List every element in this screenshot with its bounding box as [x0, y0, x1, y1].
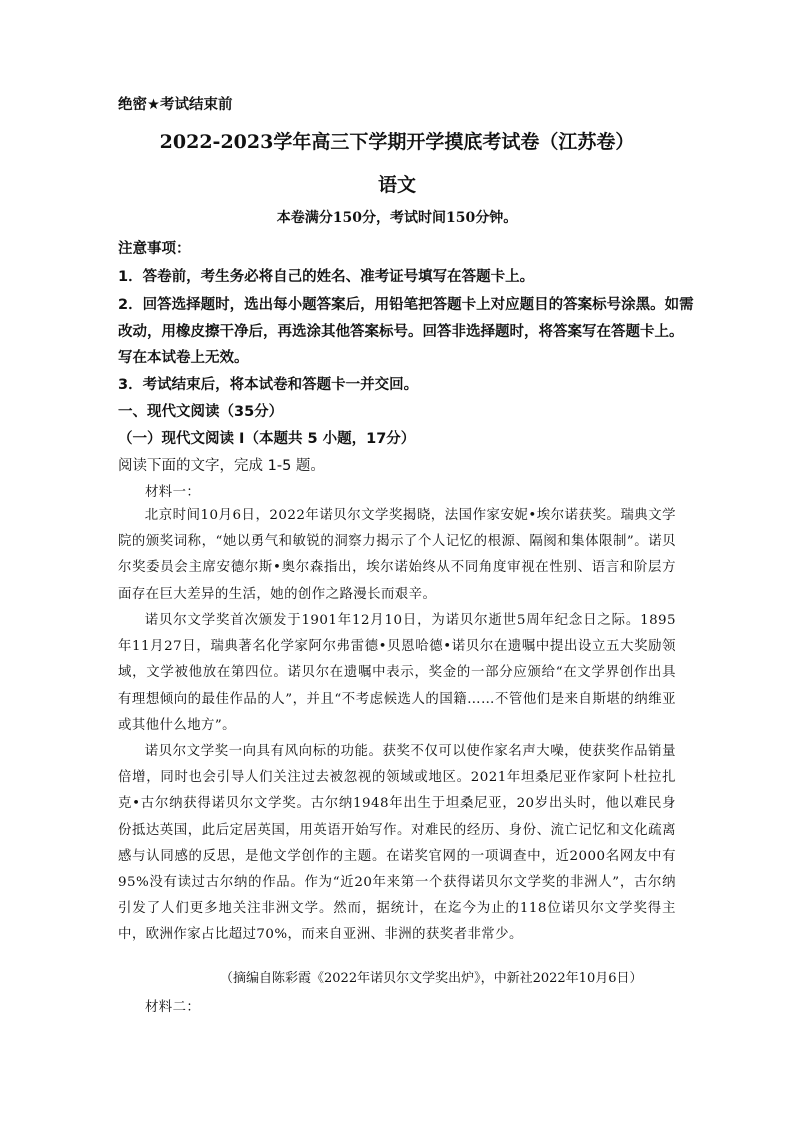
- exam-meta: 本卷满分150分，考试时间150分钟。: [276, 210, 518, 226]
- notice-heading: 注意事项：: [118, 241, 191, 257]
- section-heading: 一、现代文阅读（35分）: [118, 404, 284, 420]
- material-1-paragraph-2: 诺贝尔文学奖首次颁发于1901年12月10日，为诺贝尔逝世5周年纪念日之际。1895年11月27日，瑞典著名化学家阿尔弗雷德•贝恩哈德•诺贝尔在遗嘱中提出设立五大奖励领域，文学被他放在第四位。诺贝尔在遗嘱中表示，奖金的一部分应颁给“在文学界创作出具有理想倾向的最佳作品的人”，并且“不考虑候选人的国籍……不管他们是来自斯堪的纳维亚或其他什么地方”。: [118, 613, 676, 733]
- section-sub-heading: （一）现代文阅读 I（本题共 5 小题，17分）: [118, 431, 416, 447]
- material-2-label: 材料二：: [145, 1000, 201, 1015]
- notice-item-2-line-1: 2．回答选择题时，选出每小题答案后，用铅笔把答题卡上对应题目的答案标号涂黑。如需: [118, 297, 694, 313]
- confidential-mark: 绝密★考试结束前: [118, 97, 233, 113]
- material-1-source: （摘编自陈彩霞《2022年诺贝尔文学奖出炉》，中新社2022年10月6日）: [220, 971, 643, 986]
- material-1-paragraph-1: 北京时间10月6日，2022年诺贝尔文学奖揭晓，法国作家安妮•埃尔诺获奖。瑞典文学院的颁奖词称，“她以勇气和敏锐的洞察力揭示了个人记忆的根源、隔阂和集体限制”。诺贝尔奖委员会主席安德尔斯•奥尔森指出，埃尔诺始终从不同角度审视在性别、语言和阶层方面存在巨大差异的生活，她的创作之路漫长而艰辛。: [118, 508, 676, 602]
- notice-item-3: 3．考试结束后，将本试卷和答题卡一并交回。: [118, 377, 419, 393]
- notice-item-2-line-2: 改动，用橡皮擦干净后，再选涂其他答案标号。回答非选择题时，将答案写在答题卡上。: [118, 324, 684, 340]
- exam-title: 2022-2023学年高三下学期开学摸底考试卷（江苏卷）: [159, 131, 635, 153]
- reading-instruction: 阅读下面的文字，完成 1-5 题。: [118, 458, 325, 474]
- material-1-label: 材料一：: [145, 485, 201, 500]
- notice-item-1: 1．答卷前，考生务必将自己的姓名、准考证号填写在答题卡上。: [118, 269, 535, 285]
- subject-title: 语文: [377, 174, 416, 196]
- notice-item-2-line-3: 写在本试卷上无效。: [118, 350, 249, 366]
- material-1-paragraph-3: 诺贝尔文学奖一向具有风向标的功能。获奖不仅可以使作家名声大噪，使获奖作品销量倍增，同时也会引导人们关注过去被忽视的领域或地区。2021年坦桑尼亚作家阿卜杜拉扎克•古尔纳获得诺贝尔文学奖。古尔纳1948年出生于坦桑尼亚，20岁出头时，他以难民身份抵达英国，此后定居英国，用英语开始写作。对难民的经历、身份、流亡记忆和文化疏离感与认同感的反思，是他文学创作的主题。在诺奖官网的一项调查中，近2000名网友中有95%没有读过古尔纳的作品。作为“近20年来第一个获得诺贝尔文学奖的非洲人”，古尔纳引发了人们更多地关注非洲文学。然而，据统计，在迄今为止的118位诺贝尔文学奖得主中，欧洲作家占比超过70%，而来自亚洲、非洲的获奖者非常少。: [118, 744, 676, 943]
